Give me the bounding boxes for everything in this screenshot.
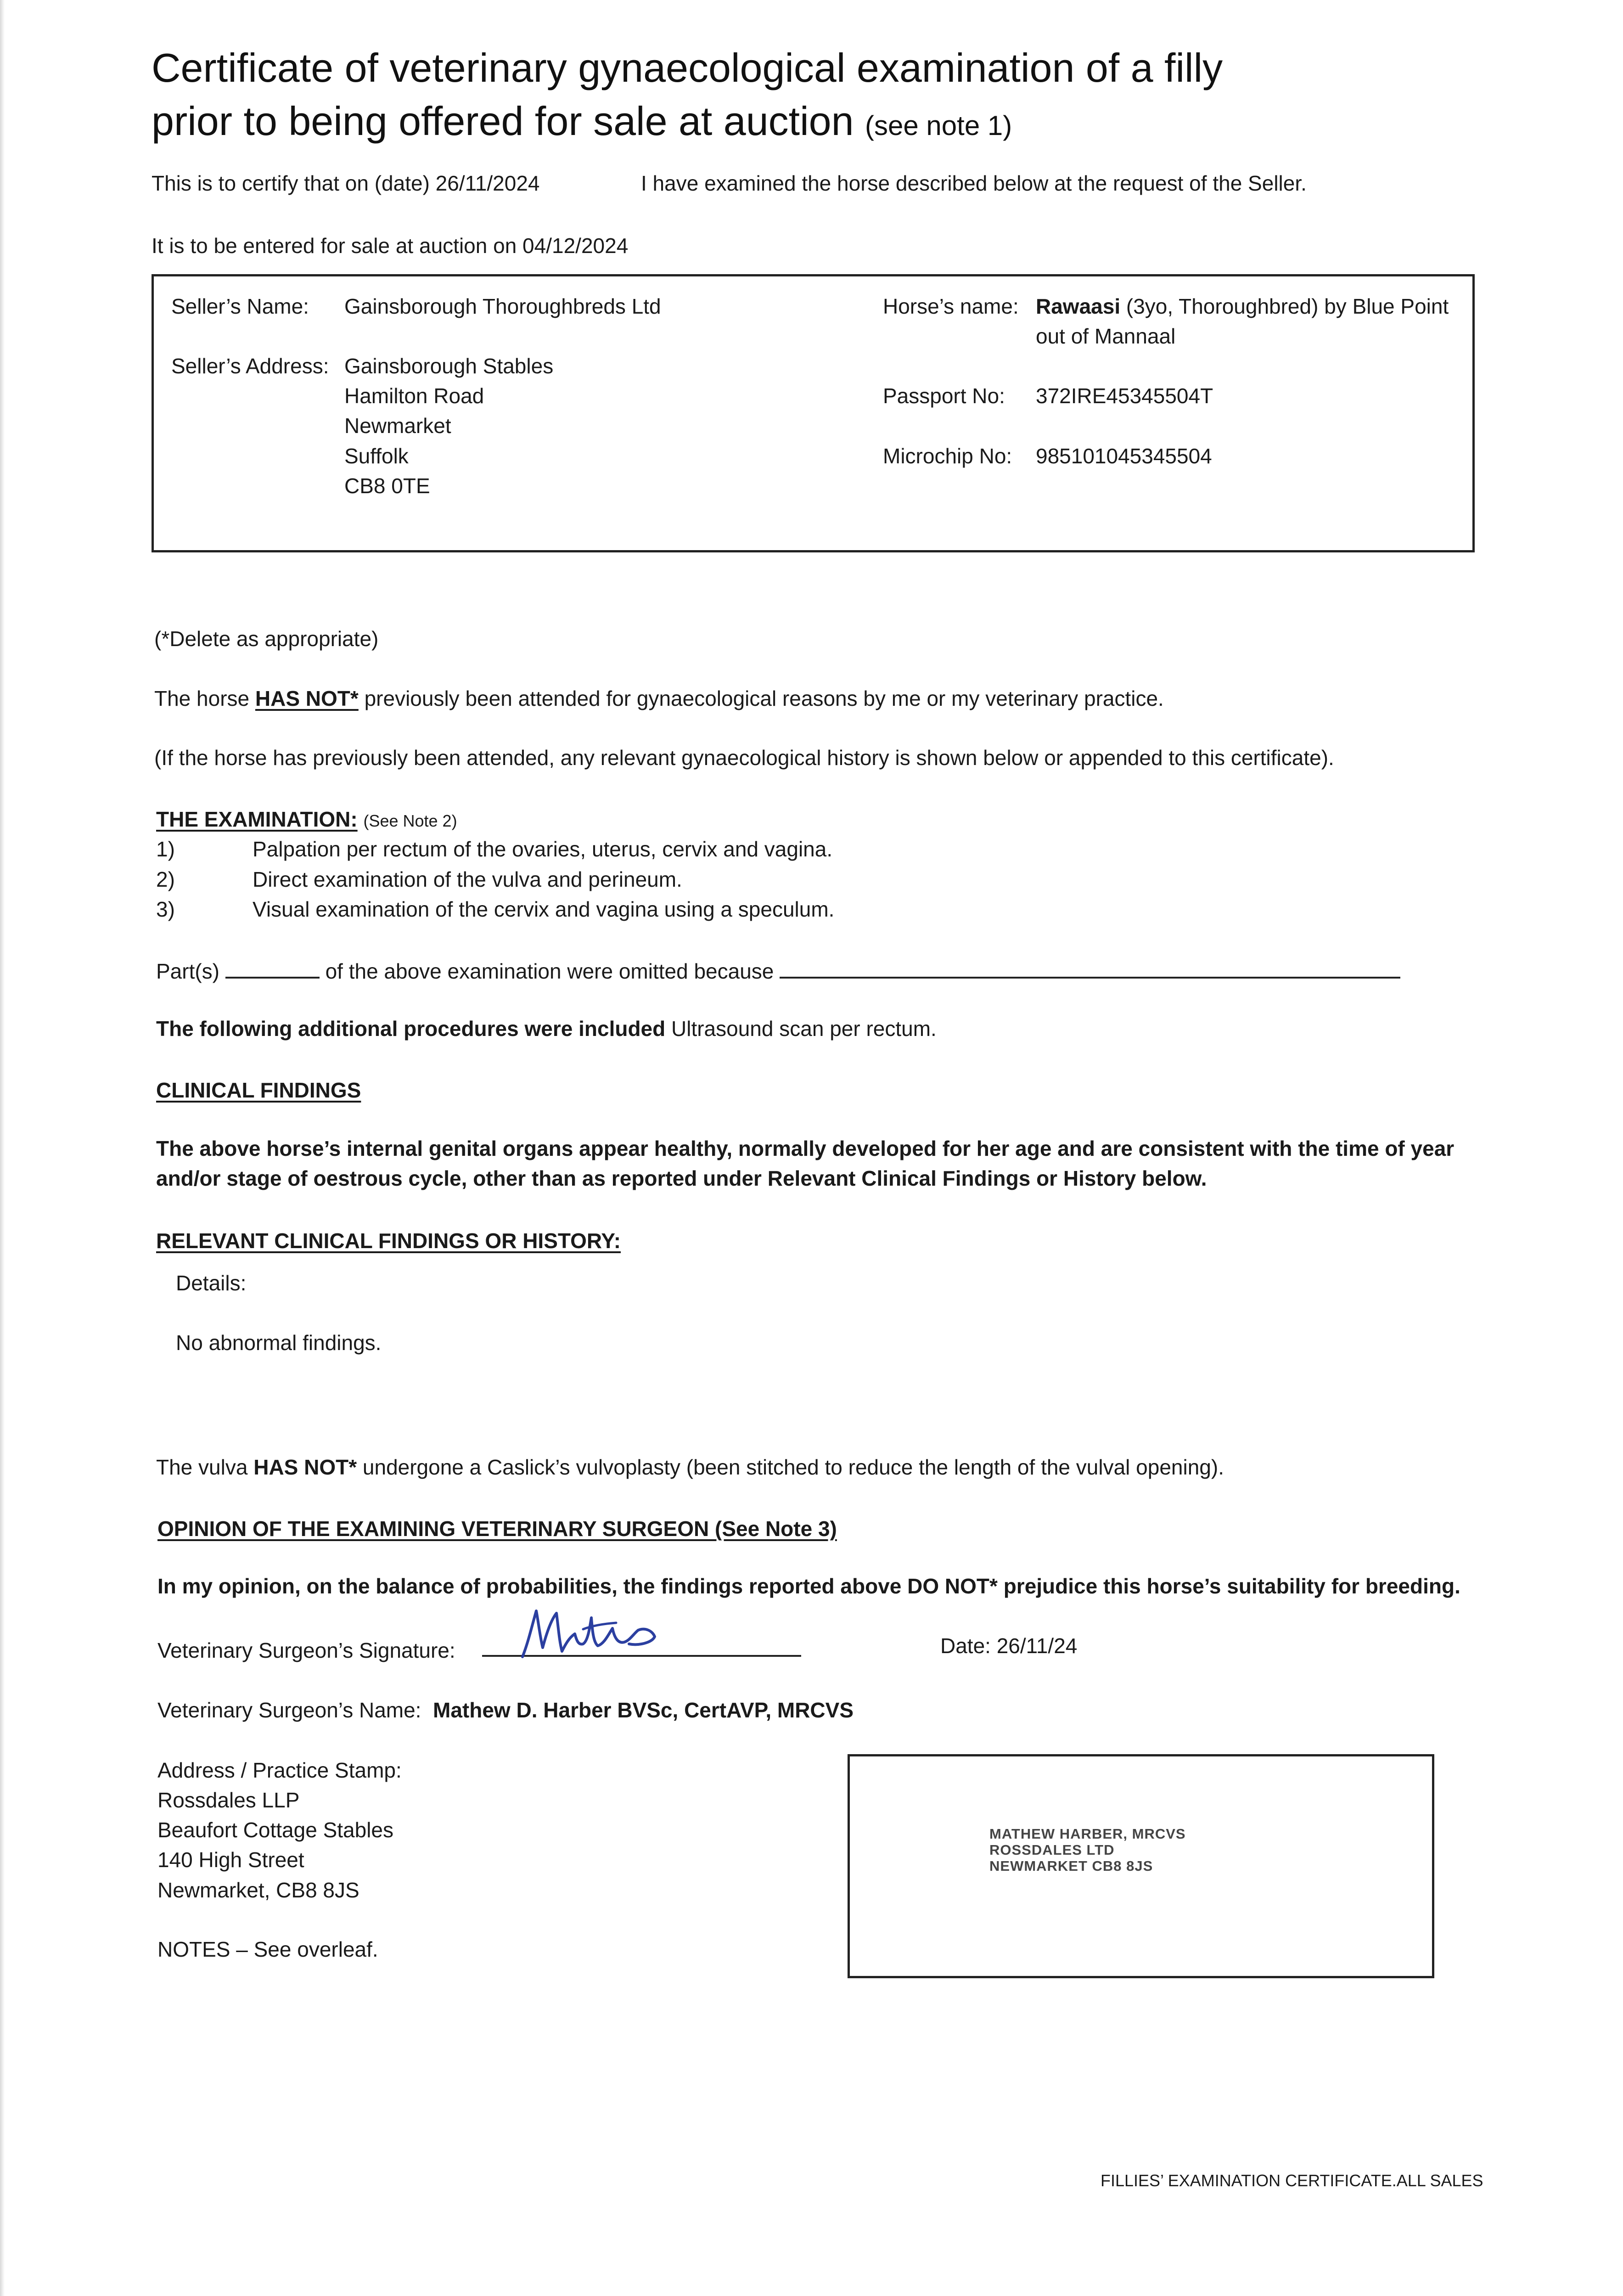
microchip-number: 985101045345504 (1036, 444, 1212, 468)
certificate-title (152, 41, 1223, 152)
relevant-findings-heading: RELEVANT CLINICAL FINDINGS OR HISTORY: (156, 1229, 621, 1253)
vulva-suffix: undergone a Caslick’s vulvoplasty (been stitched to reduce the length of the vulval opening). (357, 1455, 1224, 1479)
examination-heading-line (156, 807, 457, 832)
stamp-line-2: ROSSDALES LTD (989, 1842, 1115, 1858)
horse-description-2: out of Mannaal (1036, 324, 1176, 348)
additional-procedures (156, 1016, 937, 1041)
practice-line-3: 140 High Street (157, 1848, 304, 1872)
surgeon-name-label: Veterinary Surgeon’s Name: (157, 1698, 421, 1722)
examination-heading: THE EXAMINATION: (156, 807, 358, 831)
seller-address-line-5: CB8 0TE (344, 474, 430, 498)
scan-edge-shadow (0, 0, 5, 2296)
seller-address-line-1: Gainsborough Stables (344, 354, 554, 378)
examination-item-1-text: Palpation per rectum of the ovaries, uterus, cervix and vagina. (253, 837, 833, 861)
omitted-line (156, 957, 1400, 984)
horse-name-label: Horse’s name: (883, 294, 1019, 318)
title-note: (see note 1) (865, 110, 1012, 141)
examination-item-2-num: 2) (156, 867, 175, 891)
auction-date-line: It is to be entered for sale at auction on 04/12/2024 (152, 234, 629, 258)
signature-label: Veterinary Surgeon’s Signature: (157, 1638, 455, 1662)
notes-overleaf: NOTES – See overleaf. (157, 1937, 378, 1961)
seller-address-line-3: Newmarket (344, 414, 451, 438)
practice-line-4: Newmarket, CB8 8JS (157, 1878, 359, 1902)
attended-prefix: The horse (154, 687, 255, 710)
handwritten-signature (514, 1602, 680, 1666)
opinion-heading: OPINION OF THE EXAMINING VETERINARY SURGEON (See Note 3) (157, 1517, 837, 1541)
seller-address-label: Seller’s Address: (171, 354, 329, 378)
clinical-findings-line-1: The above horse’s internal genital organs appear healthy, normally developed for her age and are consistent with the time of year (156, 1137, 1455, 1160)
attended-status: HAS NOT* (255, 687, 359, 710)
details-text: No abnormal findings. (176, 1331, 382, 1355)
examination-item-3-num: 3) (156, 897, 175, 921)
stamp-line-1: MATHEW HARBER, MRCVS (989, 1826, 1186, 1842)
additional-label: The following additional procedures were included (156, 1017, 666, 1041)
attended-statement (154, 686, 1164, 711)
omitted-prefix: Part(s) (156, 959, 219, 983)
examination-item-1-num: 1) (156, 837, 175, 861)
examination-heading-note: (See Note 2) (363, 811, 457, 830)
vulva-statement (156, 1455, 1224, 1480)
examination-item-3-text: Visual examination of the cervix and vagina using a speculum. (253, 897, 835, 921)
seller-name-label: Seller’s Name: (171, 294, 309, 318)
horse-description-1: (3yo, Thoroughbred) by Blue Point (1126, 294, 1449, 318)
surgeon-name: Mathew D. Harber BVSc, CertAVP, MRCVS (433, 1698, 854, 1722)
history-note: (If the horse has previously been attended, any relevant gynaecological history is shown below or appended to this certificate). (154, 746, 1334, 770)
passport-number: 372IRE45345504T (1036, 384, 1213, 408)
additional-value: Ultrasound scan per rectum. (671, 1017, 937, 1041)
certify-date-line: This is to certify that on (date) 26/11/2024 (152, 171, 540, 195)
opinion-text: In my opinion, on the balance of probabilities, the findings reported above DO NOT* prejudice this horse’s suitability for breeding. (157, 1574, 1460, 1598)
omitted-parts-blank (225, 957, 320, 979)
omitted-reason-blank (780, 957, 1400, 979)
omitted-middle: of the above examination were omitted because (325, 959, 774, 983)
practice-label: Address / Practice Stamp: (157, 1758, 402, 1782)
footer-form-name: FILLIES’ EXAMINATION CERTIFICATE.ALL SALES (1101, 2171, 1483, 2190)
signature-date: Date: 26/11/24 (940, 1634, 1078, 1658)
practice-line-2: Beaufort Cottage Stables (157, 1818, 393, 1842)
stamp-line-3: NEWMARKET CB8 8JS (989, 1858, 1153, 1874)
practice-line-1: Rossdales LLP (157, 1788, 300, 1812)
attended-suffix: previously been attended for gynaecological reasons by me or my veterinary practice. (358, 687, 1164, 710)
clinical-findings-heading: CLINICAL FINDINGS (156, 1078, 361, 1102)
delete-note: (*Delete as appropriate) (154, 627, 379, 651)
seller-address-line-2: Hamilton Road (344, 384, 484, 408)
vulva-status: HAS NOT* (253, 1455, 357, 1479)
surgeon-name-line (157, 1698, 854, 1723)
vulva-prefix: The vulva (156, 1455, 254, 1479)
practice-stamp (989, 1826, 1186, 1874)
seller-address-line-4: Suffolk (344, 444, 409, 468)
certify-request-line: I have examined the horse described below at the request of the Seller. (641, 171, 1307, 195)
clinical-findings-line-2: and/or stage of oestrous cycle, other than as reported under Relevant Clinical Findings or History below. (156, 1166, 1207, 1190)
microchip-label: Microchip No: (883, 444, 1012, 468)
details-label: Details: (176, 1271, 247, 1295)
examination-item-2-text: Direct examination of the vulva and perineum. (253, 867, 682, 891)
passport-label: Passport No: (883, 384, 1005, 408)
title-line-2 (152, 95, 1223, 152)
horse-name-line (1036, 294, 1449, 319)
horse-name: Rawaasi (1036, 294, 1121, 318)
title-line-2-text: prior to being offered for sale at auction (152, 98, 854, 144)
seller-name: Gainsborough Thoroughbreds Ltd (344, 294, 661, 318)
title-line-1: Certificate of veterinary gynaecological examination of a filly (152, 45, 1223, 90)
